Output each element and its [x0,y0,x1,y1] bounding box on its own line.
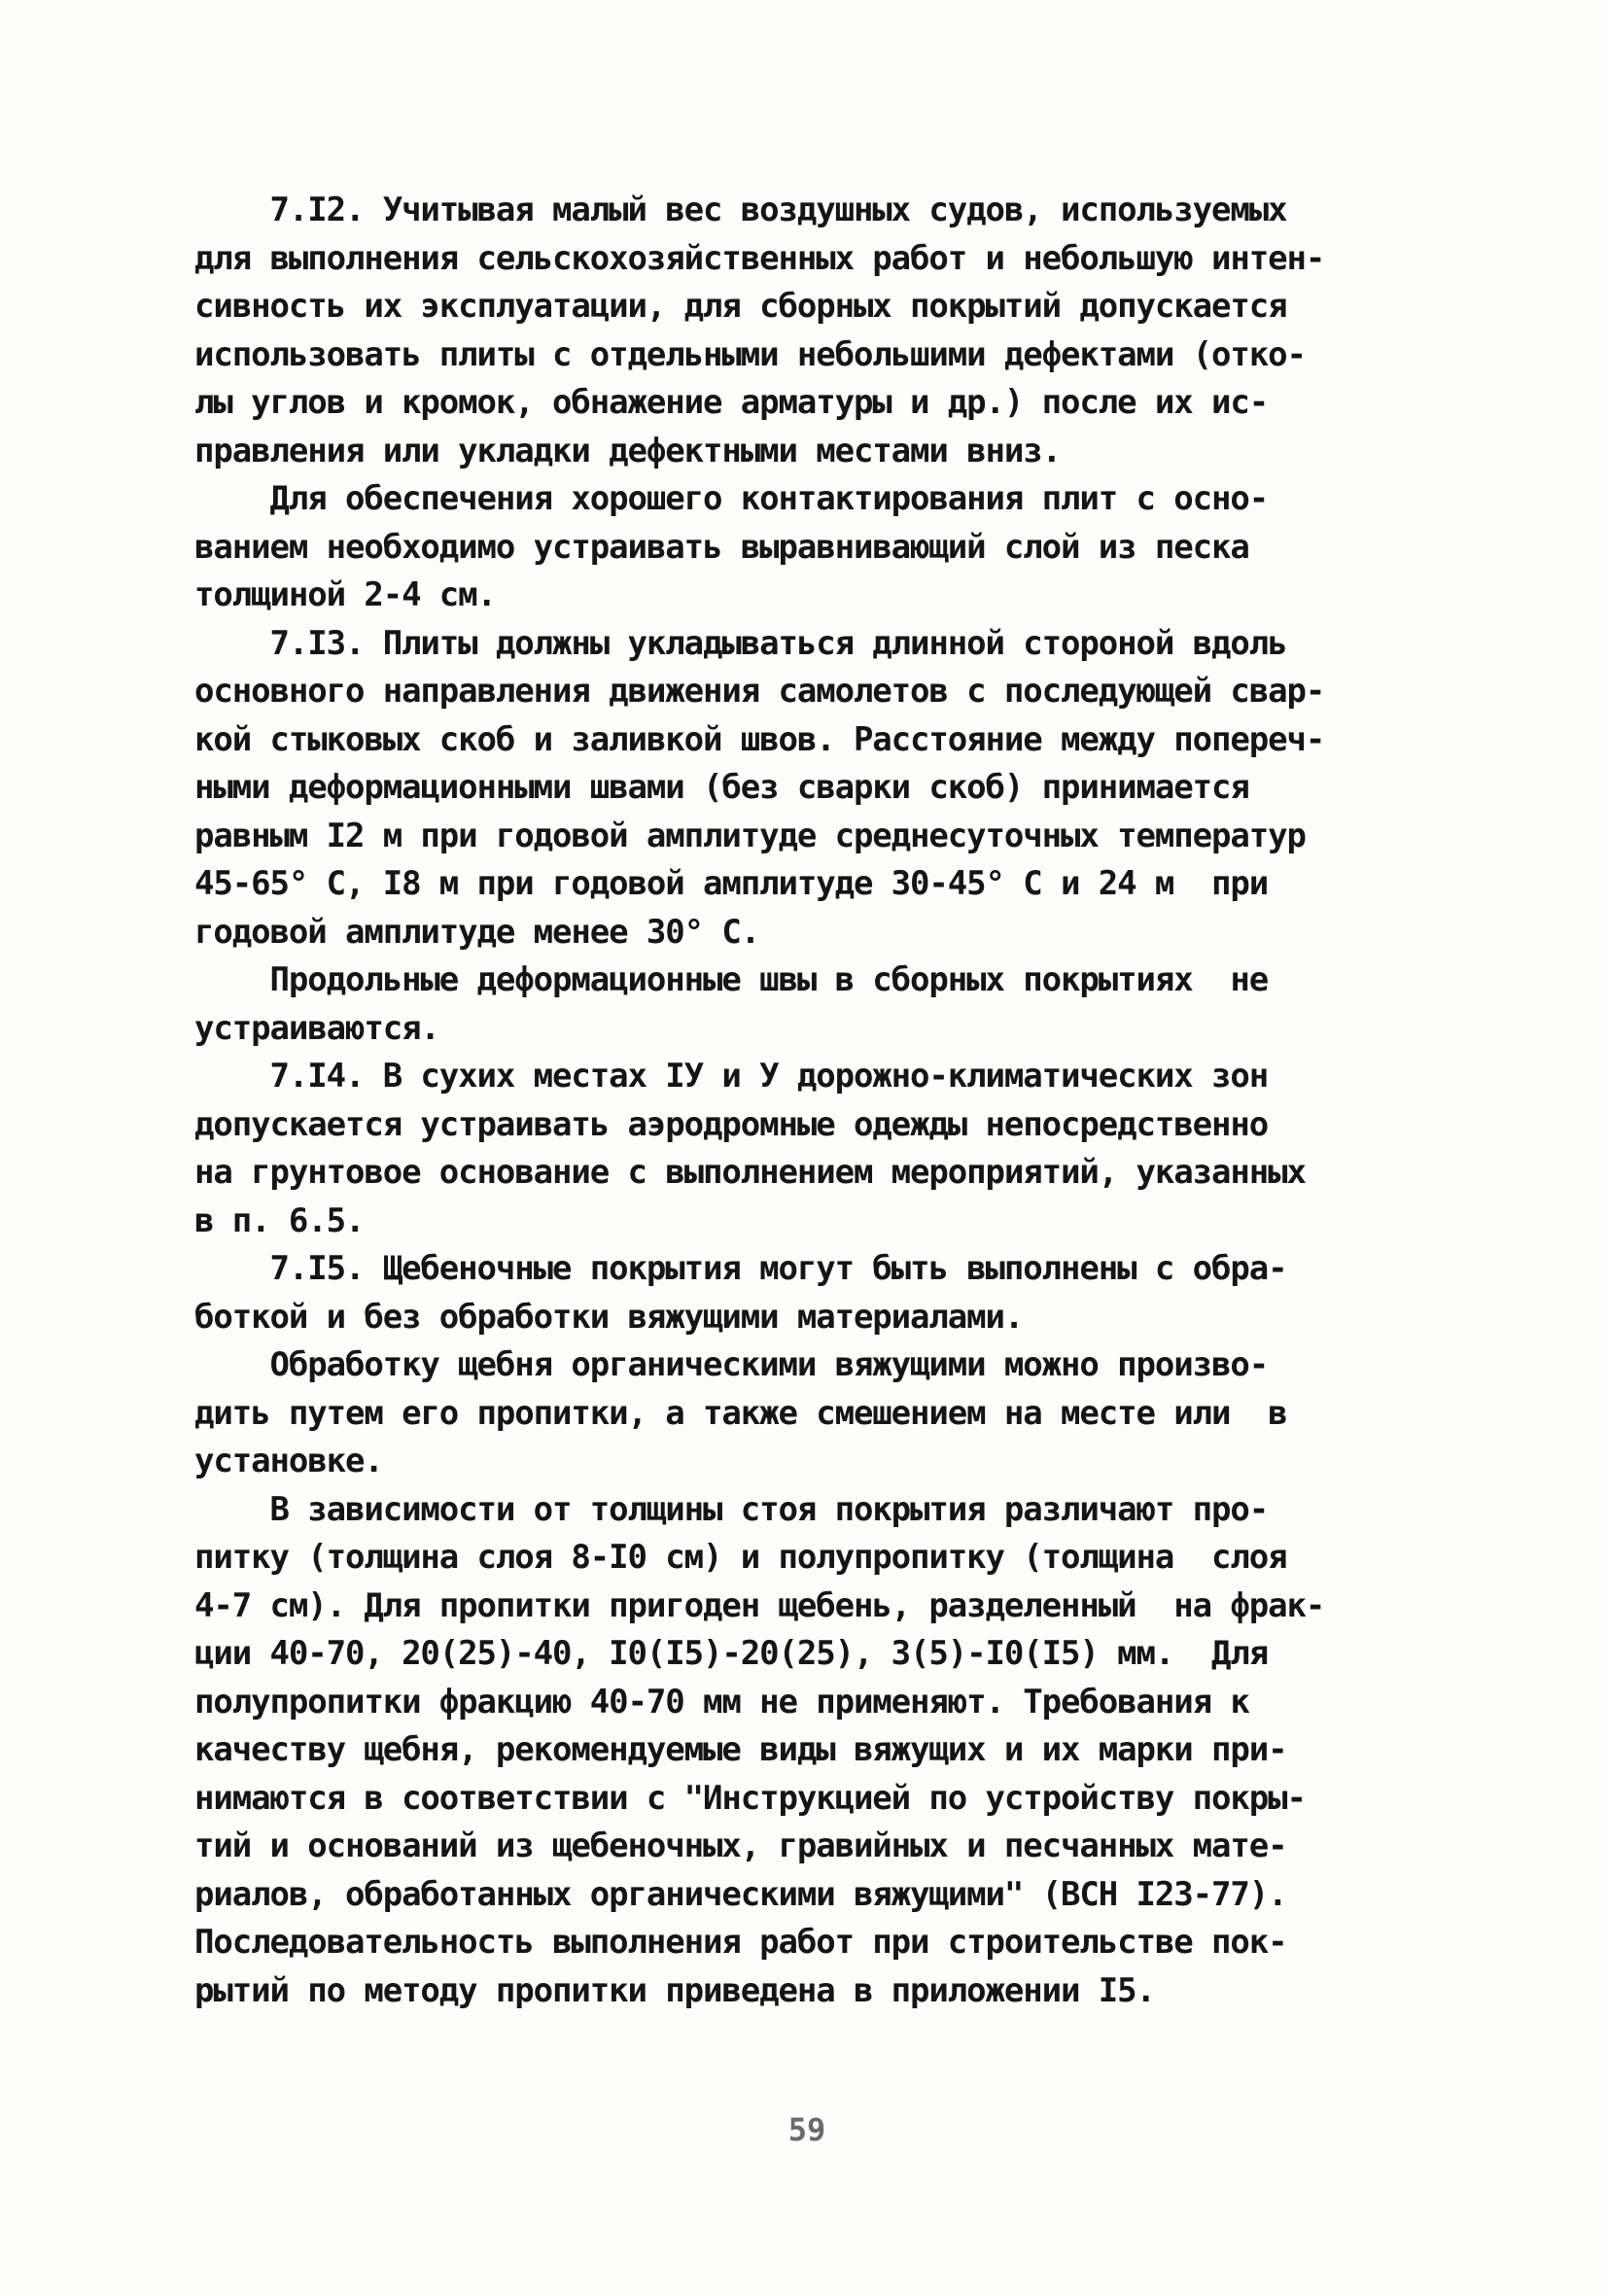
text-line: 7.I5. Щебеночные покрытия могут быть выполнены с обра- [194,1249,1287,1288]
text-line: лы углов и кромок, обнажение арматуры и др.) после их ис- [194,383,1269,422]
text-line: ванием необходимо устраивать выравнивающий слой из песка [194,527,1249,567]
text-line: установке. [194,1442,383,1480]
text-line: боткой и без обработки вяжущими материалами. [194,1297,1024,1337]
text-line: в п. 6.5. [194,1200,365,1240]
text-line: качеству щебня, рекомендуемые виды вяжущих и их марки при- [194,1730,1287,1769]
text-line: рытий по методу пропитки приведена в приложении I5. [194,1970,1155,2010]
text-line: на грунтовое основание с выполнением мероприятий, указанных [194,1153,1306,1192]
text-line: риалов, обработанных органическими вяжущими" (ВСН I23-77). [194,1874,1287,1914]
text-line: 7.I3. Плиты должны укладываться длинной стороной вдоль [194,623,1287,663]
text-line: правления или укладки дефектными местами вниз. [194,431,1062,470]
text-line: сивность их эксплуатации, для сборных покрытий допускается [194,287,1287,326]
text-line: Последовательность выполнения работ при строительстве пок- [194,1923,1287,1962]
text-line: В зависимости от толщины стоя покрытия различают про- [194,1489,1269,1529]
text-line: 4-7 см). Для пропитки пригоден щебень, разделенный на фрак- [194,1585,1325,1625]
page-number: 59 [787,2111,826,2148]
text-line: Обработку щебня органическими вяжущими можно произво- [194,1345,1269,1384]
text-line: ными деформационными швами (без сварки скоб) принимается [194,768,1249,807]
text-line: 45-65° С, I8 м при годовой амплитуде 30-45° С и 24 м при [194,864,1269,903]
text-line: питку (толщина слоя 8-I0 см) и полупропитку (толщина слоя [194,1538,1287,1577]
text-line: Для обеспечения хорошего контактирования плит с осно- [194,479,1269,518]
text-line: годовой амплитуде менее 30° С. [194,912,760,952]
text-line: использовать плиты с отдельными небольшими дефектами (отко- [194,334,1306,374]
text-line: дить путем его пропитки, а также смешением на месте или в [194,1393,1287,1433]
text-line: Продольные деформационные швы в сборных покрытиях не [194,960,1269,999]
text-line: нимаются в соответствии с "Инструкцией по устройству покры- [194,1778,1306,1818]
text-line: 7.I2. Учитывая малый вес воздушных судов, используемых [194,191,1287,229]
text-line: кой стыковых скоб и заливкой швов. Расстояние между попереч- [194,719,1325,759]
text-line: основного направления движения самолетов с последующей свар- [194,672,1325,711]
text-line: 7.I4. В сухих местах IУ и У дорожно-климатических зон [194,1057,1269,1096]
text-line: для выполнения сельскохозяйственных работ и небольшую интен- [194,238,1325,278]
text-line: толщиной 2-4 см. [194,575,496,614]
text-line: тий и оснований из щебеночных, гравийных и песчанных мате- [194,1826,1287,1865]
text-line: допускается устраивать аэродромные одежды непосредственно [194,1104,1269,1144]
body-text [194,187,1421,2015]
text-line: равным I2 м при годовой амплитуде среднесуточных температур [194,816,1306,855]
text-line: полупропитки фракцию 40-70 мм не применяют. Требования к [194,1682,1249,1722]
text-line: устраиваются. [194,1008,439,1048]
text-line: ции 40-70, 20(25)-40, I0(I5)-20(25), 3(5)-I0(I5) мм. Для [194,1634,1269,1673]
